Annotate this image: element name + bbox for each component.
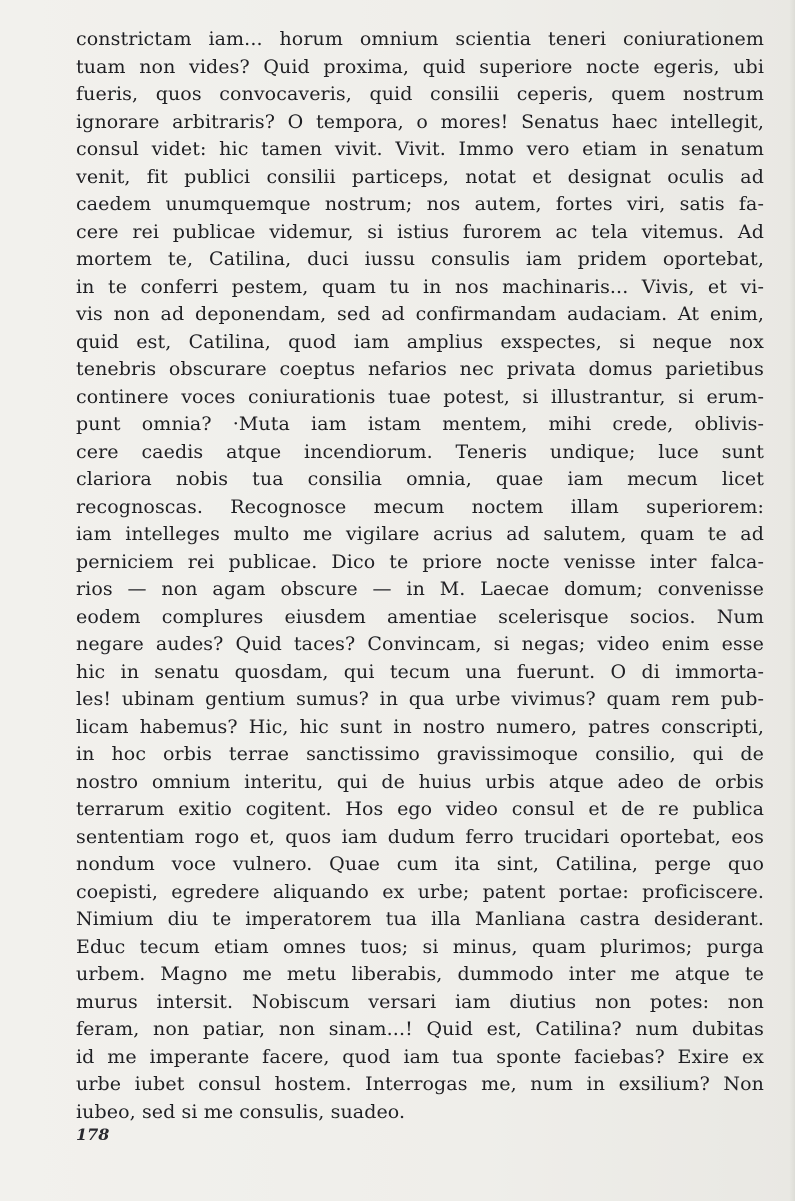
text-line: id me imperante facere, quod iam tua sponte faciebas? Exire ex — [76, 1045, 764, 1068]
text-line: mortem te, Catilina, duci iussu consulis iam pridem oportebat, — [76, 248, 764, 270]
text-line: sententiam rogo et, quos iam dudum ferro trucidari oportebat, eos — [76, 825, 764, 848]
text-line: tuam non vides? Quid proxima, quid superiore nocte egeris, ubi — [76, 55, 764, 78]
text-line: hic in senatu quosdam, qui tecum una fuerunt. O di immorta- — [76, 660, 764, 683]
text-line: urbem. Magno me metu liberabis, dummodo inter me atque te — [76, 963, 764, 985]
text-line: iam intelleges multo me vigilare acrius ad salutem, quam te ad — [76, 523, 764, 545]
text-line: urbe iubet consul hostem. Interrogas me, num in exsilium? Non — [76, 1073, 764, 1095]
text-line: constrictam iam... horum omnium scientia teneri coniurationem — [76, 28, 764, 50]
text-line: ignorare arbitraris? O tempora, o mores! Senatus haec intellegit, — [76, 110, 764, 133]
body-text — [76, 26, 764, 1126]
text-line: Educ tecum etiam omnes tuos; si minus, quam plurimos; purga — [76, 935, 764, 958]
text-line: in te conferri pestem, quam tu in nos machinaris... Vivis, et vi- — [76, 275, 764, 298]
text-line: recognoscas. Recognosce mecum noctem illam superiorem: — [76, 495, 764, 518]
text-line: continere voces coniurationis tuae potest, si illustrantur, si erum- — [76, 385, 764, 408]
text-line: les! ubinam gentium sumus? in qua urbe vivimus? quam rem pub- — [76, 688, 764, 710]
text-line: perniciem rei publicae. Dico te priore nocte venisse inter falca- — [76, 550, 764, 573]
text-line: clariora nobis tua consilia omnia, quae iam mecum licet — [76, 468, 764, 490]
text-line: vis non ad deponendam, sed ad confirmandam audaciam. At enim, — [76, 303, 764, 325]
text-line: terrarum exitio cogitent. Hos ego video consul et de re publica — [76, 798, 764, 820]
text-line: murus intersit. Nobiscum versari iam diutius non potes: non — [76, 990, 764, 1013]
text-line: in hoc orbis terrae sanctissimo gravissimoque consilio, qui de — [76, 743, 764, 765]
text-line: licam habemus? Hic, hic sunt in nostro numero, patres conscripti, — [76, 715, 764, 738]
text-line: Nimium diu te imperatorem tua illa Manliana castra desiderant. — [76, 908, 764, 930]
page-edge-shadow — [789, 0, 795, 1201]
text-line: quid est, Catilina, quod iam amplius exspectes, si neque nox — [76, 330, 764, 353]
text-line-final: iubeo, sed si me consulis, suadeo. — [76, 1100, 406, 1123]
text-line: nondum voce vulnero. Quae cum ita sint, Catilina, perge quo — [76, 853, 764, 875]
text-line: fueris, quos convocaveris, quid consilii ceperis, quem nostrum — [76, 83, 764, 105]
page-number: 178 — [76, 1125, 110, 1144]
text-line: consul videt: hic tamen vivit. Vivit. Immo vero etiam in senatum — [76, 138, 764, 160]
text-line: caedem unumquemque nostrum; nos autem, fortes viri, satis fa- — [76, 193, 764, 215]
text-line: tenebris obscurare coeptus nefarios nec privata domus parietibus — [76, 358, 764, 380]
text-line: eodem complures eiusdem amentiae scelerisque socios. Num — [76, 605, 764, 628]
text-line: cere rei publicae videmur, si istius furorem ac tela vitemus. Ad — [76, 220, 764, 243]
text-line: venit, fit publici consilii particeps, notat et designat oculis ad — [76, 165, 764, 188]
text-line: nostro omnium interitu, qui de huius urbis atque adeo de orbis — [76, 770, 764, 793]
text-line: punt omnia? ·Muta iam istam mentem, mihi crede, oblivis- — [76, 413, 764, 435]
text-line: cere caedis atque incendiorum. Teneris undique; luce sunt — [76, 440, 764, 463]
text-line: coepisti, egredere aliquando ex urbe; patent portae: proficiscere. — [76, 880, 764, 903]
text-line: feram, non patiar, non sinam...! Quid est, Catilina? num dubitas — [76, 1018, 764, 1040]
text-line: rios — non agam obscure — in M. Laecae domum; convenisse — [76, 578, 764, 600]
text-line: negare audes? Quid taces? Convincam, si negas; video enim esse — [76, 633, 764, 655]
